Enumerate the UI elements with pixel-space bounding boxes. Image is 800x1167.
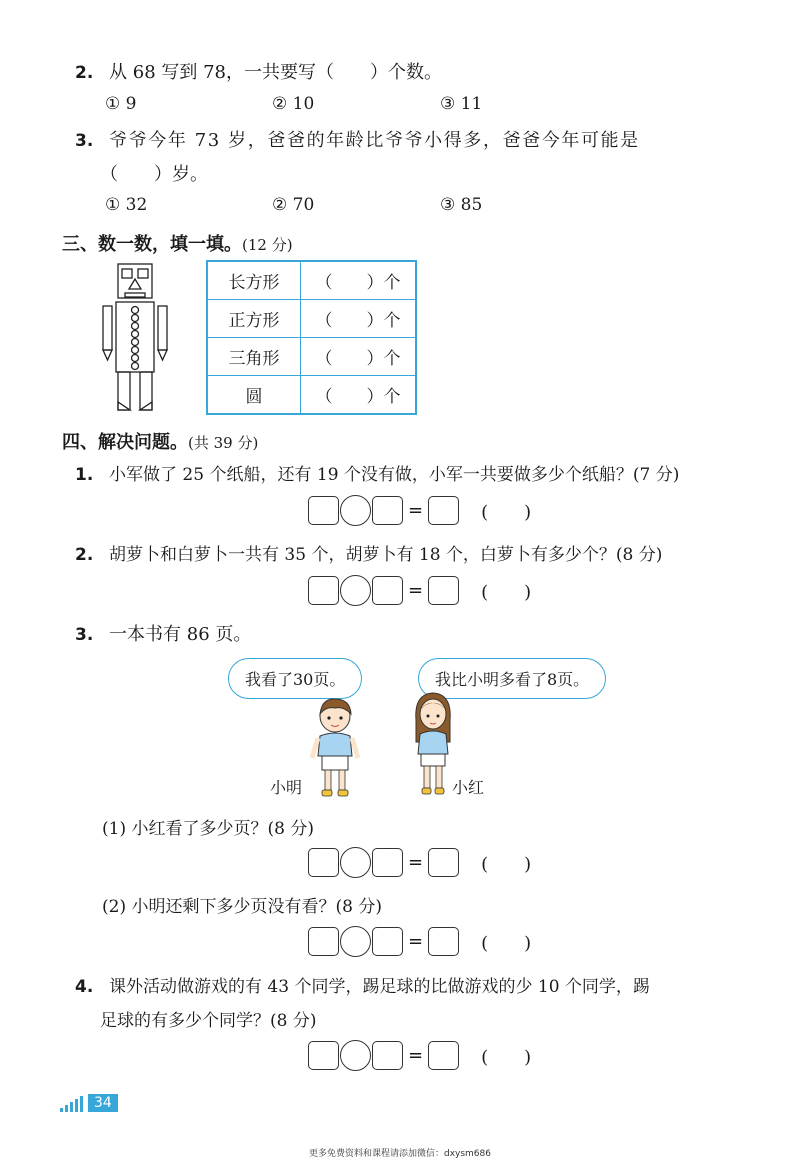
footer-note: 更多免费资料和课程请添加微信：dxysm686 [308,1149,491,1159]
boy-illustration [308,696,362,800]
shape-name: 三角形 [207,338,301,376]
bars-icon [60,1096,88,1112]
operator-circle[interactable] [340,847,371,878]
equation-row [308,926,531,957]
speech-bubble-left: 我看了30页。 [228,658,362,699]
question-3 [75,126,640,152]
equals-sign: = [408,580,424,601]
unit-blank[interactable]: ( ) [481,1046,532,1068]
number-box[interactable] [372,576,403,605]
answer-box[interactable] [428,1041,459,1070]
robot-shapes-figure [100,262,170,414]
unit-blank[interactable]: ( ) [481,932,532,954]
problem-3 [75,620,251,646]
name-left: 小明 [270,778,303,797]
question-text-line2: （ ）岁。 [100,164,208,185]
shape-name: 长方形 [207,261,301,300]
problem-text: 胡萝卜和白萝卜一共有 35 个，胡萝卜有 18 个，白萝卜有多少个？(8 分) [109,545,663,565]
number-box[interactable] [372,927,403,956]
option-3: ③ 11 [440,94,483,114]
problem-number: 3. [75,625,94,645]
question-number: 2. [75,63,94,83]
question-text: 从 68 写到 78，一共要写（ ）个数。 [109,62,443,83]
problem-4 [75,972,650,997]
equals-sign: = [408,500,424,521]
number-box[interactable] [308,848,339,877]
page-number-block [60,1094,118,1112]
option-3: ③ 85 [440,195,483,215]
table-row [207,376,416,415]
shape-count-table [206,260,417,415]
table-row [207,300,416,338]
shape-name: 圆 [207,376,301,415]
section-3-heading [62,230,293,256]
option-1: ① 32 [105,195,148,215]
equals-sign: = [408,852,424,873]
number-box[interactable] [308,1041,339,1070]
equals-sign: = [408,1045,424,1066]
problem-text-line2: 足球的有多少个同学？(8 分) [100,1011,317,1031]
equals-sign: = [408,931,424,952]
sub-question-2: (2) 小明还剩下多少页没有看？(8 分) [102,897,382,917]
operator-circle[interactable] [340,495,371,526]
shape-name: 正方形 [207,300,301,338]
number-box[interactable] [308,576,339,605]
equation-row [308,847,531,878]
sub-question-1: (1) 小红看了多少页？(8 分) [102,819,314,839]
operator-circle[interactable] [340,575,371,606]
unit-blank[interactable]: ( ) [481,581,532,603]
number-box[interactable] [308,496,339,525]
problem-number: 4. [75,977,94,997]
problem-text: 一本书有 86 页。 [109,624,252,645]
number-box[interactable] [372,1041,403,1070]
section-title: 四、解决问题。 [62,432,188,453]
option-1: ① 9 [105,94,137,114]
section-points: (共 39 分) [188,434,259,452]
question-number: 3. [75,131,94,151]
answer-box[interactable] [428,576,459,605]
problem-text: 小军做了 25 个纸船，还有 19 个没有做，小军一共要做多少个纸船？(7 分) [109,465,680,485]
answer-box[interactable] [428,848,459,877]
number-box[interactable] [308,927,339,956]
table-row [207,261,416,300]
count-blank[interactable]: （ ）个 [301,300,417,338]
speech-bubble-right: 我比小明多看了8页。 [418,658,606,699]
equation-row [308,575,531,606]
operator-circle[interactable] [340,1040,371,1071]
section-4-heading [62,428,258,454]
number-box[interactable] [372,848,403,877]
problem-1 [75,460,679,485]
table-row [207,338,416,376]
question-2 [75,58,442,84]
count-blank[interactable]: （ ）个 [301,376,417,415]
answer-box[interactable] [428,496,459,525]
number-box[interactable] [372,496,403,525]
equation-row [308,495,531,526]
question-text-line1: 爷爷今年 73 岁，爸爸的年龄比爷爷小得多，爸爸今年可能是 [109,130,640,151]
unit-blank[interactable]: ( ) [481,853,532,875]
operator-circle[interactable] [340,926,371,957]
problem-number: 1. [75,465,94,485]
problem-number: 2. [75,545,94,565]
option-2: ② 10 [272,94,315,114]
problem-2 [75,540,662,565]
section-title: 三、数一数，填一填。 [62,234,242,255]
problem-text-line1: 课外活动做游戏的有 43 个同学，踢足球的比做游戏的少 10 个同学，踢 [109,977,650,997]
name-right: 小红 [452,778,485,797]
equation-row [308,1040,531,1071]
unit-blank[interactable]: ( ) [481,501,532,523]
count-blank[interactable]: （ ）个 [301,261,417,300]
page-number: 34 [88,1094,118,1112]
section-points: (12 分) [242,236,293,254]
option-2: ② 70 [272,195,315,215]
answer-box[interactable] [428,927,459,956]
girl-illustration [410,690,456,800]
count-blank[interactable]: （ ）个 [301,338,417,376]
